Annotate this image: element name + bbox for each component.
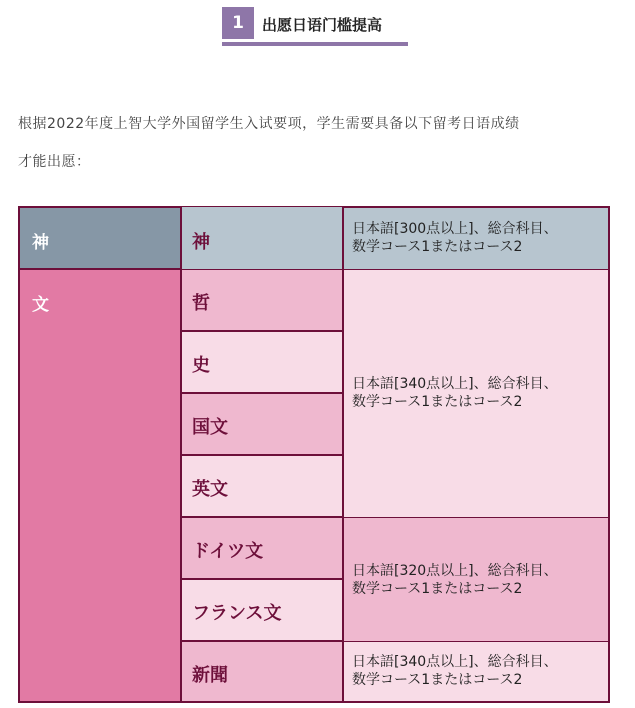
faculty-label: 神 bbox=[32, 233, 49, 253]
department-label: 英文 bbox=[192, 479, 228, 500]
requirement-line: 日本語[340点以上]、総合科目、 bbox=[352, 376, 558, 392]
requirement-line: 日本語[340点以上]、総合科目、 bbox=[352, 654, 558, 670]
requirement-cell bbox=[343, 517, 610, 642]
department-label: フランス文 bbox=[192, 603, 282, 624]
requirements-table bbox=[18, 206, 610, 703]
department-label: ドイツ文 bbox=[192, 541, 264, 562]
faculty-cell-bun bbox=[18, 268, 182, 703]
department-cell bbox=[180, 393, 344, 455]
requirement-line: 数学コース1またはコース2 bbox=[352, 581, 523, 597]
requirement-line: 数学コース1またはコース2 bbox=[352, 394, 523, 410]
department-cell bbox=[180, 579, 344, 641]
intro-line-1: 根据2022年度上智大学外国留学生入试要项，学生需要具备以下留考日语成绩 bbox=[18, 116, 520, 132]
department-cell bbox=[180, 517, 344, 579]
department-label: 国文 bbox=[192, 417, 228, 438]
requirement-cell bbox=[343, 641, 610, 703]
department-cell bbox=[180, 455, 344, 517]
department-label: 神 bbox=[192, 232, 210, 253]
section-title: 出愿日语门槛提高 bbox=[262, 16, 383, 34]
department-label: 新聞 bbox=[192, 665, 228, 686]
intro-paragraph bbox=[18, 105, 618, 181]
intro-line-2: 才能出愿： bbox=[18, 154, 91, 170]
section-underline bbox=[222, 42, 408, 46]
requirement-line: 数学コース1またはコース2 bbox=[352, 239, 523, 255]
section-heading bbox=[222, 7, 408, 45]
faculty-label: 文 bbox=[32, 295, 49, 315]
faculty-cell-shin bbox=[18, 206, 182, 270]
section-number-badge: 1 bbox=[222, 7, 254, 39]
requirement-line: 数学コース1またはコース2 bbox=[352, 672, 523, 688]
department-cell bbox=[180, 206, 344, 270]
requirement-line: 日本語[300点以上]、総合科目、 bbox=[352, 221, 558, 237]
requirement-cell bbox=[343, 269, 610, 518]
department-label: 哲 bbox=[192, 293, 210, 314]
requirement-cell bbox=[343, 206, 610, 270]
department-label: 史 bbox=[192, 355, 210, 376]
department-cell bbox=[180, 331, 344, 393]
department-cell bbox=[180, 641, 344, 703]
department-cell bbox=[180, 269, 344, 331]
requirement-line: 日本語[320点以上]、総合科目、 bbox=[352, 563, 558, 579]
